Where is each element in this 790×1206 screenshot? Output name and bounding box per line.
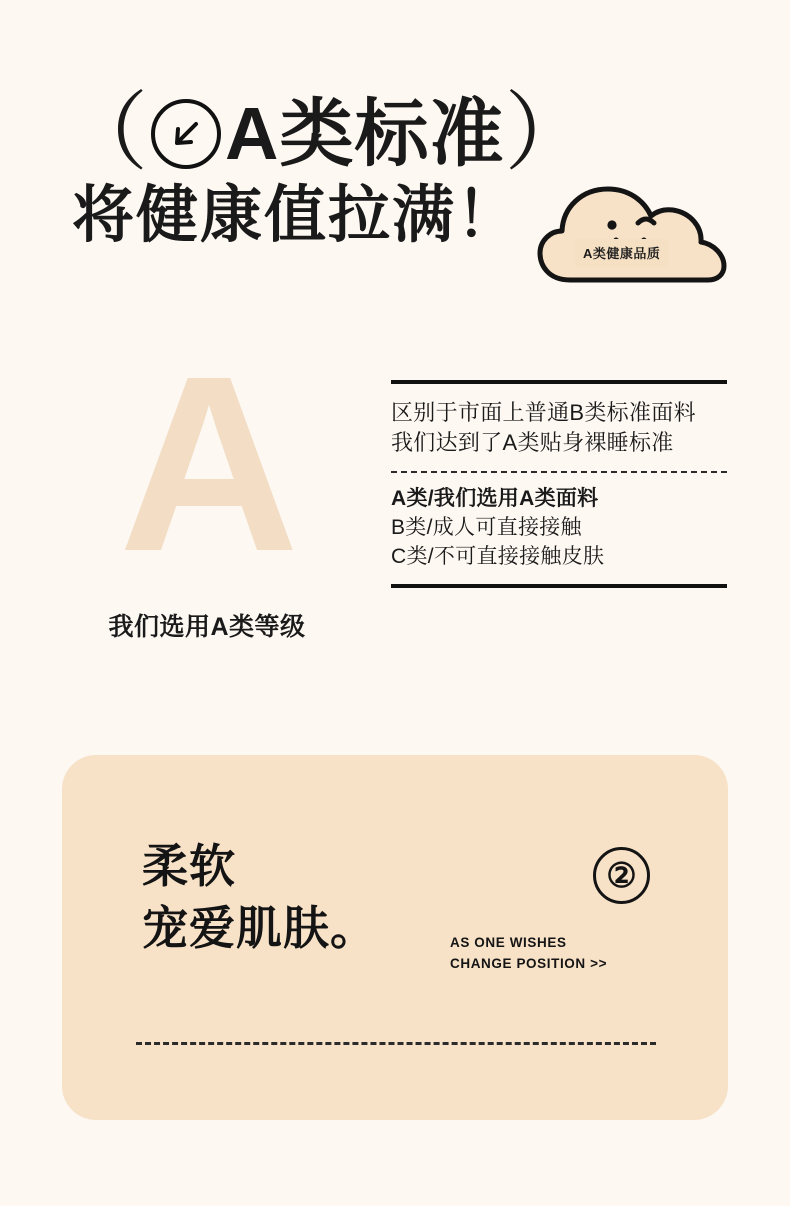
- info-list-item: B类/成人可直接接触: [391, 516, 582, 540]
- paren-close: ）: [504, 85, 592, 181]
- big-letter-a: A: [118, 324, 296, 603]
- paren-open: （: [62, 85, 149, 181]
- hero-title-main: A类标准: [225, 91, 505, 175]
- soft-panel-english-caption: [450, 933, 607, 975]
- hero-subtitle: 将健康值拉满！: [72, 181, 521, 250]
- grade-info-box: [391, 380, 727, 588]
- info-list-item: C类/不可直接接触皮肤: [391, 545, 605, 569]
- cloud-wink-face-icon: [534, 177, 734, 287]
- cloud-badge: [534, 177, 734, 287]
- english-caption-line2: CHANGE POSITION >>: [450, 955, 608, 971]
- arrow-down-left-icon: [151, 99, 221, 169]
- info-top-line-2: 我们达到了A类贴身裸睡标准: [391, 429, 674, 455]
- cloud-badge-label: A类健康品质: [574, 239, 669, 267]
- info-top-line-1: 区别于市面上普通B类标准面料: [391, 400, 696, 425]
- dashed-divider: [391, 471, 727, 473]
- grade-section: [0, 324, 790, 665]
- panel-dashed-divider: [136, 1042, 656, 1045]
- section-number-badge: ②: [593, 847, 650, 904]
- grade-caption: 我们选用A类等级: [108, 613, 306, 641]
- english-caption-line1: AS ONE WISHES: [450, 935, 567, 950]
- soft-feature-panel: [62, 755, 728, 1120]
- soft-panel-title: [142, 835, 377, 959]
- info-list-item: A类/我们选用A类面料: [391, 487, 599, 511]
- soft-panel-title-line1: 柔软: [142, 840, 236, 892]
- hero-title-line: [62, 85, 592, 181]
- soft-panel-title-line2: 宠爱肌肤。: [142, 902, 377, 955]
